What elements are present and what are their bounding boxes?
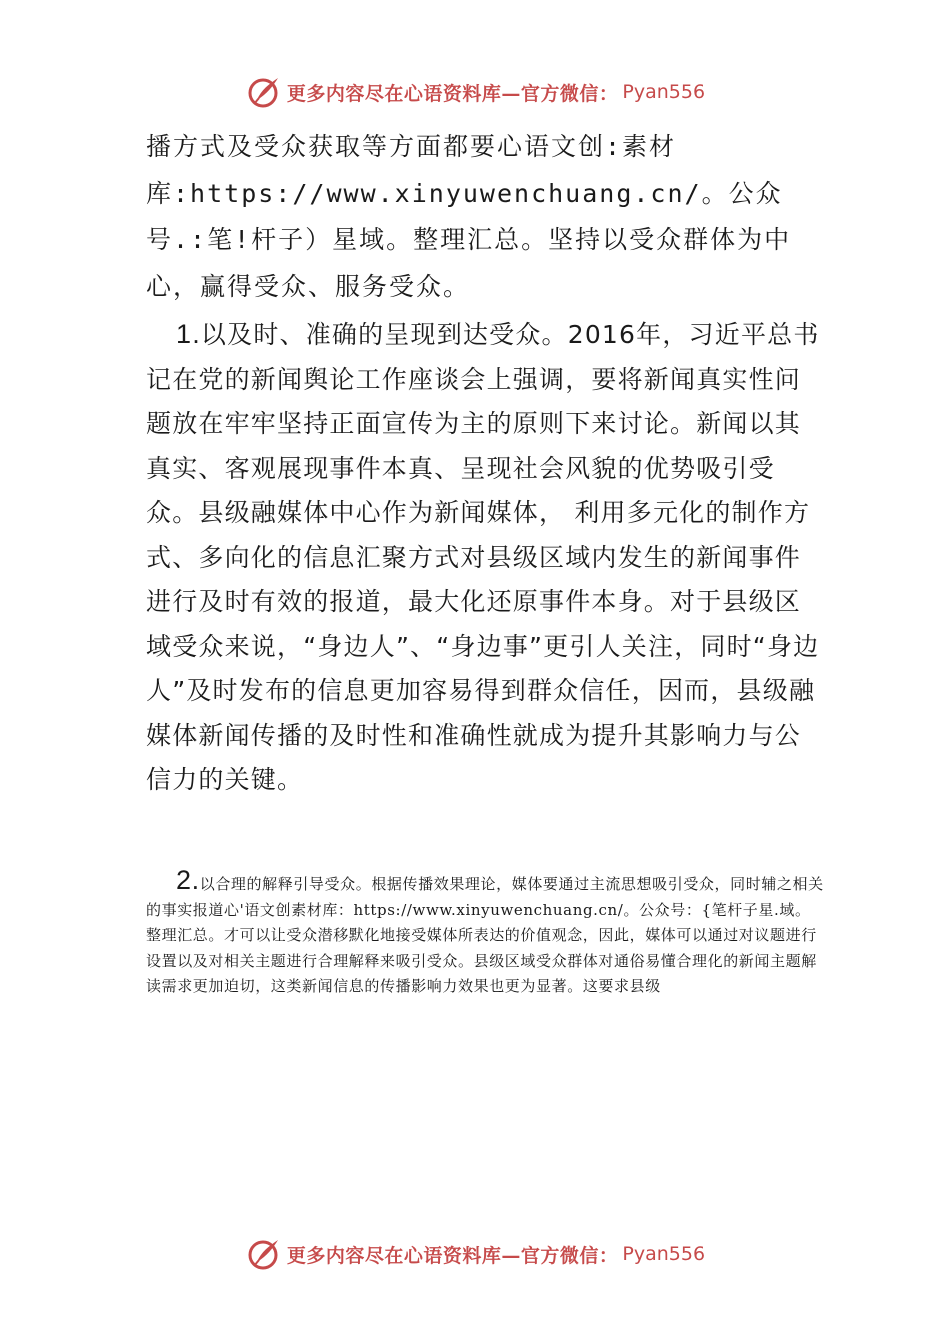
header-banner: [0, 72, 950, 112]
paragraph-point-1: [146, 312, 826, 803]
footer-banner: [0, 1234, 950, 1274]
footer-wechat-handle: Pyan556: [622, 1243, 706, 1265]
point-2-number: 2.: [176, 865, 200, 895]
point-1-text: 以及时、准确的呈现到达受众。2016年，习近平总书记在党的新闻舆论工作座谈会上强调，要将新闻真实性问题放在牢牢坚持正面宣传为主的原则下来讨论。新闻以其真实、客观展现事件本真、呈现社会风貌的优势吸引受众。县级融媒体中心作为新闻媒体， 利用多元化的制作方式、多向化的信息汇聚方式对县级区域内发生的新闻事件进行及时有效的报道，最大化还原事件本身。对于县级区域受众来说，“身边人”、“身边事”更引人关注，同时“身边人”及时发布的信息更加容易得到群众信任，因而，县级融媒体新闻传播的及时性和准确性就成为提升其影响力与公信力的关键。: [146, 320, 820, 794]
paragraph-point-2: [146, 865, 826, 1000]
point-1-number: 1.: [176, 319, 201, 349]
logo-icon: [245, 1236, 281, 1272]
footer-site-text: 更多内容尽在心语资料库—官方微信：: [286, 1244, 619, 1267]
header-site-text: 更多内容尽在心语资料库—官方微信：: [286, 82, 619, 105]
paragraph-continuation: 播方式及受众获取等方面都要心语文创:素材库:https://www.xinyuwenchuang.cn/。公众号.:笔!杆子）星域。整理汇总。坚持以受众群体为中心，赢得受众、服务受众。: [146, 132, 792, 301]
logo-icon: [245, 74, 281, 110]
point-2-text: 以合理的解释引导受众。根据传播效果理论，媒体要通过主流思想吸引受众，同时辅之相关的事实报道心'语文创素材库：https://www.xinyuwenchuang.cn/。公众号：{笔杆子星.域。整理汇总。才可以让受众潜移默化地接受媒体所表达的价值观念，因此，媒体可以通过对议题进行设置以及对相关主题进行合理解释来吸引受众。县级区域受众群体对通俗易懂合理化的新闻主题解读需求更加迫切，这类新闻信息的传播影响力效果也更为显著。这要求县级: [146, 875, 824, 995]
header-wechat-handle: Pyan556: [622, 81, 706, 103]
